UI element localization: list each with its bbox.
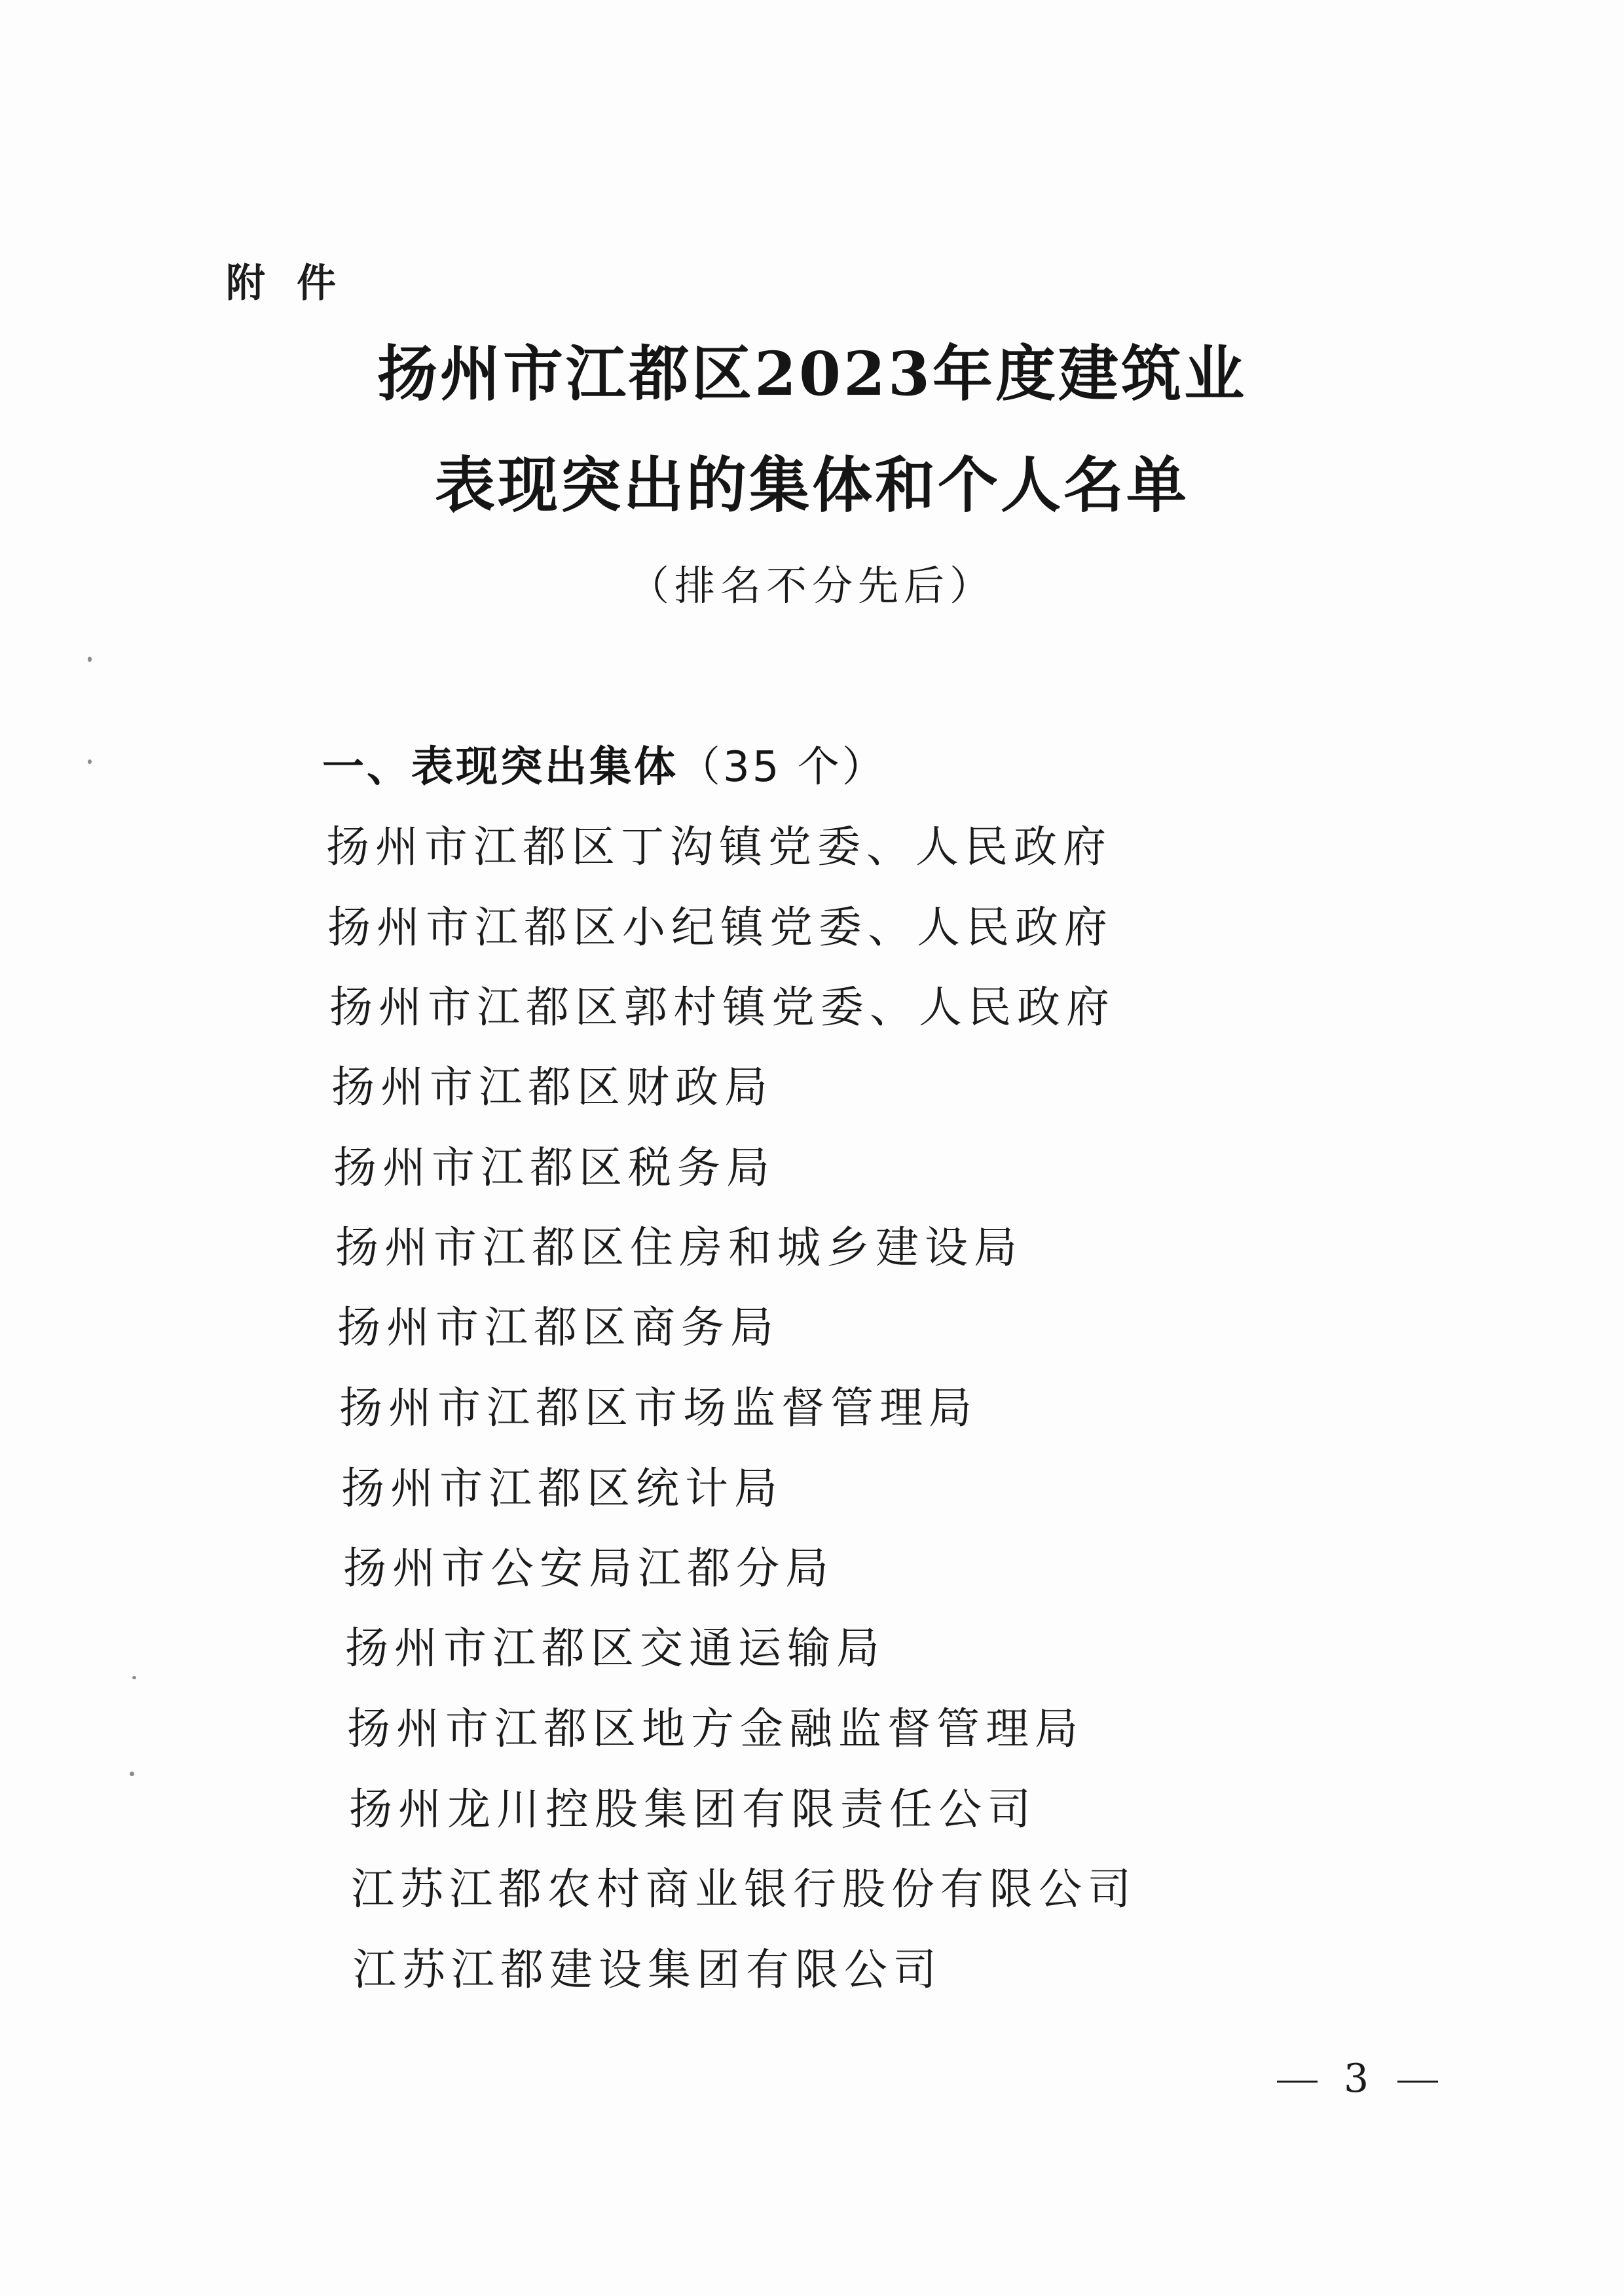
section-count: （35 个） — [678, 743, 887, 792]
scan-speck — [130, 1772, 134, 1776]
document-title-line-1: 扬州市江都区2023年度建筑业 — [377, 338, 1247, 409]
attachment-label: 附件 — [226, 261, 367, 306]
list-item: 扬州市江都区市场监督管理局 — [339, 1383, 978, 1433]
list-item: 江苏江都建设集团有限公司 — [353, 1944, 942, 1995]
list-item: 扬州市江都区地方金融监督管理局 — [347, 1704, 1084, 1754]
page-number-value: 3 — [1344, 2056, 1372, 2102]
scan-speck — [132, 1676, 136, 1679]
list-item: 扬州市江都区商务局 — [337, 1302, 779, 1353]
page-number-dash-right — [1397, 2081, 1438, 2083]
list-item: 扬州市江都区税务局 — [333, 1142, 775, 1193]
list-item: 江苏江都农村商业银行股份有限公司 — [351, 1864, 1137, 1914]
list-item: 扬州市江都区住房和城乡建设局 — [335, 1222, 1023, 1273]
list-item: 扬州市公安局江都分局 — [343, 1543, 834, 1594]
list-item: 扬州市江都区交通运输局 — [345, 1623, 885, 1673]
page-number-dash-left — [1277, 2081, 1318, 2083]
list-item: 扬州市江都区小纪镇党委、人民政府 — [327, 902, 1113, 953]
section-heading-text: 一、表现突出集体 — [322, 743, 678, 792]
ordering-note: （排名不分先后） — [628, 562, 995, 610]
scan-speck — [88, 759, 92, 764]
scan-speck — [88, 657, 92, 662]
list-item: 扬州龙川控股集团有限责任公司 — [349, 1784, 1037, 1834]
page-number — [1277, 2056, 1438, 2102]
list-item: 扬州市江都区丁沟镇党委、人民政府 — [326, 822, 1112, 872]
document-title-line-2: 表现突出的集体和个人名单 — [434, 450, 1189, 520]
list-item: 扬州市江都区郭村镇党委、人民政府 — [329, 982, 1115, 1032]
list-item: 扬州市江都区财政局 — [331, 1062, 773, 1112]
list-item: 扬州市江都区统计局 — [341, 1463, 783, 1514]
